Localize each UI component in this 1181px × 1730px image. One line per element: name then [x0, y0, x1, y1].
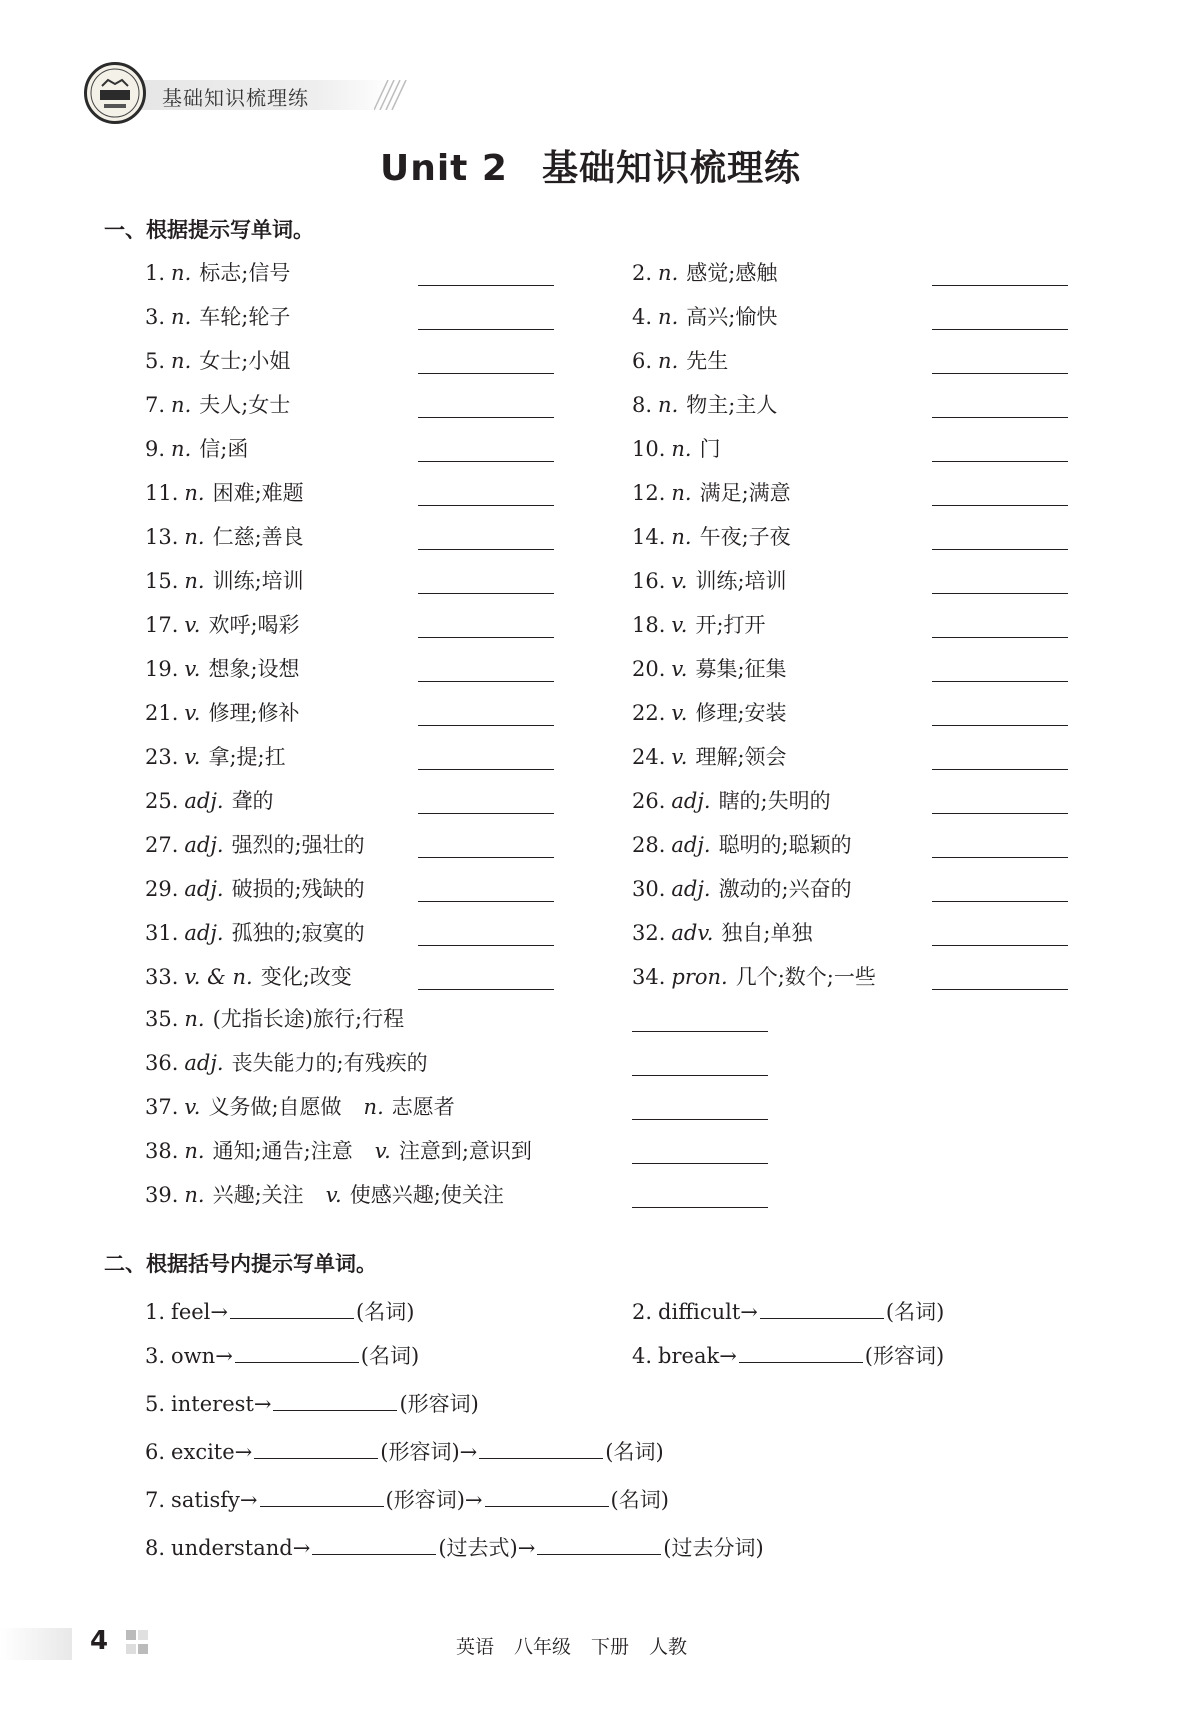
item-number: 25.: [145, 789, 179, 813]
item-number: 4.: [632, 305, 653, 329]
item-number: 6.: [632, 349, 653, 373]
item-number: 38.: [145, 1139, 179, 1163]
answer-blank[interactable]: [418, 945, 554, 946]
part-of-speech: n.: [184, 525, 205, 549]
item-number: 15.: [145, 569, 179, 593]
answer-blank[interactable]: [418, 285, 554, 286]
part-of-speech: n.: [671, 437, 692, 461]
item-meaning: 训练;培训: [212, 569, 304, 593]
item-meaning: 通知;通告;注意: [212, 1139, 353, 1163]
part-of-speech: n.: [184, 1183, 205, 1207]
header-label: 基础知识梳理练: [162, 86, 309, 110]
item-number: 21.: [145, 701, 179, 725]
base-word: interest→: [171, 1392, 272, 1416]
answer-blank[interactable]: [537, 1532, 661, 1555]
base-word: excite→: [171, 1440, 253, 1464]
answer-blank[interactable]: [418, 637, 554, 638]
word-item: [145, 1296, 414, 1327]
item-meaning: 理解;领会: [695, 745, 787, 769]
base-word: feel→: [171, 1300, 228, 1324]
footer-squares: [124, 1628, 152, 1660]
word-item: [145, 1484, 669, 1515]
item-meaning: 午夜;子夜: [699, 525, 791, 549]
part-of-speech: adj.: [671, 877, 711, 901]
hint-label: (形容词)→: [385, 1488, 483, 1512]
item-meaning: 募集;征集: [695, 657, 787, 681]
hint-label: (名词): [360, 1344, 420, 1368]
word-item: [145, 654, 300, 684]
part-of-speech: v.: [184, 745, 201, 769]
word-item: [145, 478, 304, 508]
base-word: break→: [658, 1344, 737, 1368]
word-item: [145, 1136, 532, 1166]
footer-band: [0, 1628, 72, 1660]
hint-label: (名词): [885, 1300, 945, 1324]
item-number: 14.: [632, 525, 666, 549]
page-header: [84, 62, 384, 126]
item-number: 24.: [632, 745, 666, 769]
item-number: 9.: [145, 437, 166, 461]
part-of-speech: n.: [671, 525, 692, 549]
item-number: 28.: [632, 833, 666, 857]
item-number: 1.: [145, 1300, 166, 1324]
answer-blank[interactable]: [932, 813, 1068, 814]
item-meaning: 强烈的;强壮的: [231, 833, 365, 857]
part-of-speech: v.: [671, 657, 688, 681]
word-item: [145, 390, 290, 420]
answer-blank[interactable]: [739, 1340, 863, 1363]
hint-label: (名词): [605, 1440, 664, 1464]
item-meaning: 物主;主人: [686, 393, 778, 417]
word-item: [145, 1340, 419, 1371]
word-item: [632, 566, 787, 596]
word-item: [632, 434, 721, 464]
word-item: [145, 258, 290, 288]
item-meaning: 瞎的;失明的: [718, 789, 831, 813]
answer-blank[interactable]: [418, 813, 554, 814]
word-item: [145, 434, 248, 464]
answer-blank[interactable]: [418, 989, 554, 990]
word-item: [632, 258, 777, 288]
answer-blank[interactable]: [418, 505, 554, 506]
part-of-speech: v.: [671, 613, 688, 637]
part-of-speech: v.: [184, 613, 201, 637]
word-item: [145, 1004, 404, 1034]
item-number: 1.: [145, 261, 166, 285]
answer-blank[interactable]: [273, 1388, 397, 1411]
answer-blank[interactable]: [932, 329, 1068, 330]
part-of-speech: n.: [184, 1007, 205, 1031]
hint-label: (名词): [356, 1300, 415, 1324]
word-item: [632, 610, 766, 640]
item-meaning: 感觉;感触: [686, 261, 778, 285]
word-item: [632, 302, 777, 332]
item-meaning: 兴趣;关注: [212, 1183, 304, 1207]
word-item: [632, 478, 791, 508]
part-of-speech: v. & n.: [184, 965, 253, 989]
answer-blank[interactable]: [418, 769, 554, 770]
item-number: 18.: [632, 613, 666, 637]
item-number: 31.: [145, 921, 179, 945]
item-meaning: 激动的;兴奋的: [718, 877, 852, 901]
answer-blank[interactable]: [932, 725, 1068, 726]
part-of-speech: n.: [171, 349, 192, 373]
item-meaning: 女士;小姐: [199, 349, 291, 373]
hint-label: (形容词)→: [380, 1440, 478, 1464]
item-number: 20.: [632, 657, 666, 681]
part-of-speech: pron.: [671, 965, 728, 989]
word-item: [145, 830, 365, 860]
part-of-speech: adj.: [184, 921, 224, 945]
item-number: 19.: [145, 657, 179, 681]
item-meaning: 信;函: [199, 437, 249, 461]
part-of-speech: n.: [184, 569, 205, 593]
answer-blank[interactable]: [418, 901, 554, 902]
part-of-speech: n.: [171, 305, 192, 329]
part-of-speech: n.: [671, 481, 692, 505]
item-number: 10.: [632, 437, 666, 461]
part-of-speech: adv.: [671, 921, 714, 945]
item-meaning: 拿;提;扛: [208, 745, 286, 769]
item-meaning: 几个;数个;一些: [735, 965, 876, 989]
item-number: 8.: [145, 1536, 166, 1560]
answer-blank[interactable]: [254, 1436, 378, 1459]
answer-blank[interactable]: [418, 681, 554, 682]
word-item: [145, 1092, 455, 1122]
item-number: 13.: [145, 525, 179, 549]
part-of-speech: v.: [184, 701, 201, 725]
word-item: [145, 1388, 479, 1419]
word-item: [145, 786, 274, 816]
item-number: 33.: [145, 965, 179, 989]
item-meaning: 聋的: [231, 789, 274, 813]
part-of-speech: n.: [184, 481, 205, 505]
item-number: 12.: [632, 481, 666, 505]
hint-label: (形容词): [864, 1344, 945, 1368]
part-of-speech: v.: [671, 745, 688, 769]
item-meaning: 修理;修补: [208, 701, 300, 725]
word-item: [145, 522, 304, 552]
word-item: [145, 918, 365, 948]
answer-blank[interactable]: [932, 637, 1068, 638]
item-number: 16.: [632, 569, 666, 593]
item-meaning: 开;打开: [695, 613, 766, 637]
answer-blank[interactable]: [932, 549, 1068, 550]
item-number: 7.: [145, 393, 166, 417]
part-of-speech: v.: [184, 657, 201, 681]
item-number: 7.: [145, 1488, 166, 1512]
word-item: [145, 346, 290, 376]
item-meaning: 满足;满意: [699, 481, 791, 505]
word-item: [632, 830, 852, 860]
item-meaning: 高兴;愉快: [686, 305, 778, 329]
part-of-speech: n.: [184, 1139, 205, 1163]
answer-blank[interactable]: [932, 285, 1068, 286]
hint-label: (名词): [610, 1488, 669, 1512]
part-of-speech: n.: [658, 393, 679, 417]
item-meaning: 困难;难题: [212, 481, 304, 505]
word-item: [145, 566, 304, 596]
part-of-speech: n.: [658, 349, 679, 373]
answer-blank[interactable]: [932, 769, 1068, 770]
item-meaning: 义务做;自愿做: [208, 1095, 342, 1119]
item-number: 26.: [632, 789, 666, 813]
item-meaning: 夫人;女士: [199, 393, 291, 417]
footer-subject: 英语: [456, 1636, 495, 1658]
answer-blank[interactable]: [632, 1207, 768, 1208]
answer-blank[interactable]: [418, 417, 554, 418]
item-number: 5.: [145, 349, 166, 373]
item-meaning: 仁慈;善良: [212, 525, 304, 549]
item-number: 17.: [145, 613, 179, 637]
item-number: 35.: [145, 1007, 179, 1031]
item-number: 39.: [145, 1183, 179, 1207]
word-item: [145, 1180, 504, 1210]
answer-blank[interactable]: [418, 329, 554, 330]
word-item: [145, 1532, 764, 1563]
word-item: [632, 962, 876, 992]
part-of-speech: v.: [671, 701, 688, 725]
base-word: own→: [171, 1344, 233, 1368]
answer-blank[interactable]: [485, 1484, 609, 1507]
answer-blank[interactable]: [632, 1031, 768, 1032]
part-of-speech: n.: [171, 437, 192, 461]
section1-title: 一、根据提示写单词。: [104, 218, 314, 242]
word-item: [632, 786, 831, 816]
item-meaning: 想象;设想: [208, 657, 300, 681]
answer-blank[interactable]: [932, 373, 1068, 374]
word-item: [632, 1296, 944, 1327]
part-of-speech: v.: [671, 569, 688, 593]
word-item: [632, 522, 791, 552]
header-stripes: [374, 80, 424, 110]
item-meaning: 丧失能力的;有残疾的: [231, 1051, 428, 1075]
item-number: 6.: [145, 1440, 166, 1464]
answer-blank[interactable]: [230, 1296, 354, 1319]
item-meaning: 修理;安装: [695, 701, 787, 725]
answer-blank[interactable]: [932, 593, 1068, 594]
answer-blank[interactable]: [418, 461, 554, 462]
part-of-speech: v.: [184, 1095, 201, 1119]
item-number: 22.: [632, 701, 666, 725]
part-of-speech: n.: [658, 305, 679, 329]
answer-blank[interactable]: [932, 417, 1068, 418]
word-item: [632, 918, 813, 948]
answer-blank[interactable]: [418, 857, 554, 858]
item-number: 2.: [632, 1300, 653, 1324]
publisher-logo: [84, 62, 146, 124]
part-of-speech: v.: [325, 1183, 342, 1207]
footer-volume: 下册: [591, 1636, 630, 1658]
base-word: difficult→: [658, 1300, 758, 1324]
word-item: [632, 742, 787, 772]
answer-blank[interactable]: [418, 549, 554, 550]
item-meaning: 破损的;残缺的: [231, 877, 365, 901]
answer-blank[interactable]: [932, 461, 1068, 462]
item-number: 2.: [632, 261, 653, 285]
word-item: [632, 1340, 944, 1371]
answer-blank[interactable]: [418, 593, 554, 594]
part-of-speech: adj.: [184, 789, 224, 813]
item-meaning: 使感兴趣;使关注: [349, 1183, 504, 1207]
base-word: understand→: [171, 1536, 311, 1560]
item-number: 37.: [145, 1095, 179, 1119]
item-meaning: 门: [699, 437, 721, 461]
part-of-speech: v.: [374, 1139, 391, 1163]
item-meaning: 志愿者: [391, 1095, 455, 1119]
part-of-speech: adj.: [184, 833, 224, 857]
part-of-speech: n.: [363, 1095, 384, 1119]
item-number: 30.: [632, 877, 666, 901]
word-item: [632, 874, 852, 904]
answer-blank[interactable]: [418, 373, 554, 374]
word-item: [145, 1048, 428, 1078]
item-number: 5.: [145, 1392, 166, 1416]
answer-blank[interactable]: [932, 681, 1068, 682]
part-of-speech: n.: [171, 393, 192, 417]
base-word: satisfy→: [171, 1488, 258, 1512]
item-number: 23.: [145, 745, 179, 769]
word-item: [145, 962, 352, 992]
word-item: [145, 874, 365, 904]
part-of-speech: n.: [658, 261, 679, 285]
item-meaning: (尤指长途)旅行;行程: [212, 1007, 405, 1031]
word-item: [145, 1436, 664, 1467]
word-item: [632, 698, 787, 728]
item-number: 3.: [145, 1344, 166, 1368]
answer-blank[interactable]: [932, 505, 1068, 506]
hint-label: (形容词): [399, 1392, 479, 1416]
item-meaning: 注意到;意识到: [398, 1139, 532, 1163]
title-subtitle: 基础知识梳理练: [541, 148, 801, 189]
item-meaning: 聪明的;聪颖的: [718, 833, 852, 857]
item-meaning: 变化;改变: [260, 965, 352, 989]
answer-blank[interactable]: [235, 1340, 359, 1363]
answer-blank[interactable]: [632, 1163, 768, 1164]
item-number: 34.: [632, 965, 666, 989]
hint-label: (过去分词): [663, 1536, 764, 1560]
part-of-speech: adj.: [671, 833, 711, 857]
word-item: [145, 698, 300, 728]
answer-blank[interactable]: [760, 1296, 884, 1319]
hint-label: (过去式)→: [438, 1536, 536, 1560]
item-meaning: 欢呼;喝彩: [208, 613, 300, 637]
part-of-speech: adj.: [671, 789, 711, 813]
item-meaning: 独自;单独: [721, 921, 813, 945]
answer-blank[interactable]: [260, 1484, 384, 1507]
item-number: 29.: [145, 877, 179, 901]
answer-blank[interactable]: [932, 857, 1068, 858]
answer-blank[interactable]: [932, 901, 1068, 902]
item-number: 36.: [145, 1051, 179, 1075]
section2-title: 二、根据括号内提示写单词。: [104, 1252, 377, 1276]
footer-info: [456, 1632, 687, 1659]
answer-blank[interactable]: [312, 1532, 436, 1555]
item-number: 3.: [145, 305, 166, 329]
word-item: [632, 654, 787, 684]
word-item: [632, 346, 728, 376]
item-number: 32.: [632, 921, 666, 945]
logo-emblem-icon: [88, 66, 142, 120]
answer-blank[interactable]: [632, 1075, 768, 1076]
answer-blank[interactable]: [418, 725, 554, 726]
part-of-speech: adj.: [184, 877, 224, 901]
item-meaning: 标志;信号: [199, 261, 291, 285]
word-item: [145, 610, 300, 640]
page-number: 4: [90, 1626, 109, 1656]
answer-blank[interactable]: [479, 1436, 603, 1459]
footer-edition: 人教: [649, 1636, 688, 1658]
item-number: 8.: [632, 393, 653, 417]
page-title: [0, 140, 1181, 191]
item-number: 4.: [632, 1344, 653, 1368]
part-of-speech: adj.: [184, 1051, 224, 1075]
word-item: [632, 390, 777, 420]
item-meaning: 训练;培训: [695, 569, 787, 593]
item-meaning: 车轮;轮子: [199, 305, 291, 329]
answer-blank[interactable]: [632, 1119, 768, 1120]
item-meaning: 孤独的;寂寞的: [231, 921, 365, 945]
item-number: 27.: [145, 833, 179, 857]
footer-grade: 八年级: [514, 1636, 572, 1658]
answer-blank[interactable]: [932, 989, 1068, 990]
part-of-speech: n.: [171, 261, 192, 285]
item-meaning: 先生: [686, 349, 729, 373]
word-item: [145, 742, 286, 772]
item-number: 11.: [145, 481, 179, 505]
unit-label: Unit 2: [379, 148, 508, 189]
answer-blank[interactable]: [932, 945, 1068, 946]
word-item: [145, 302, 290, 332]
